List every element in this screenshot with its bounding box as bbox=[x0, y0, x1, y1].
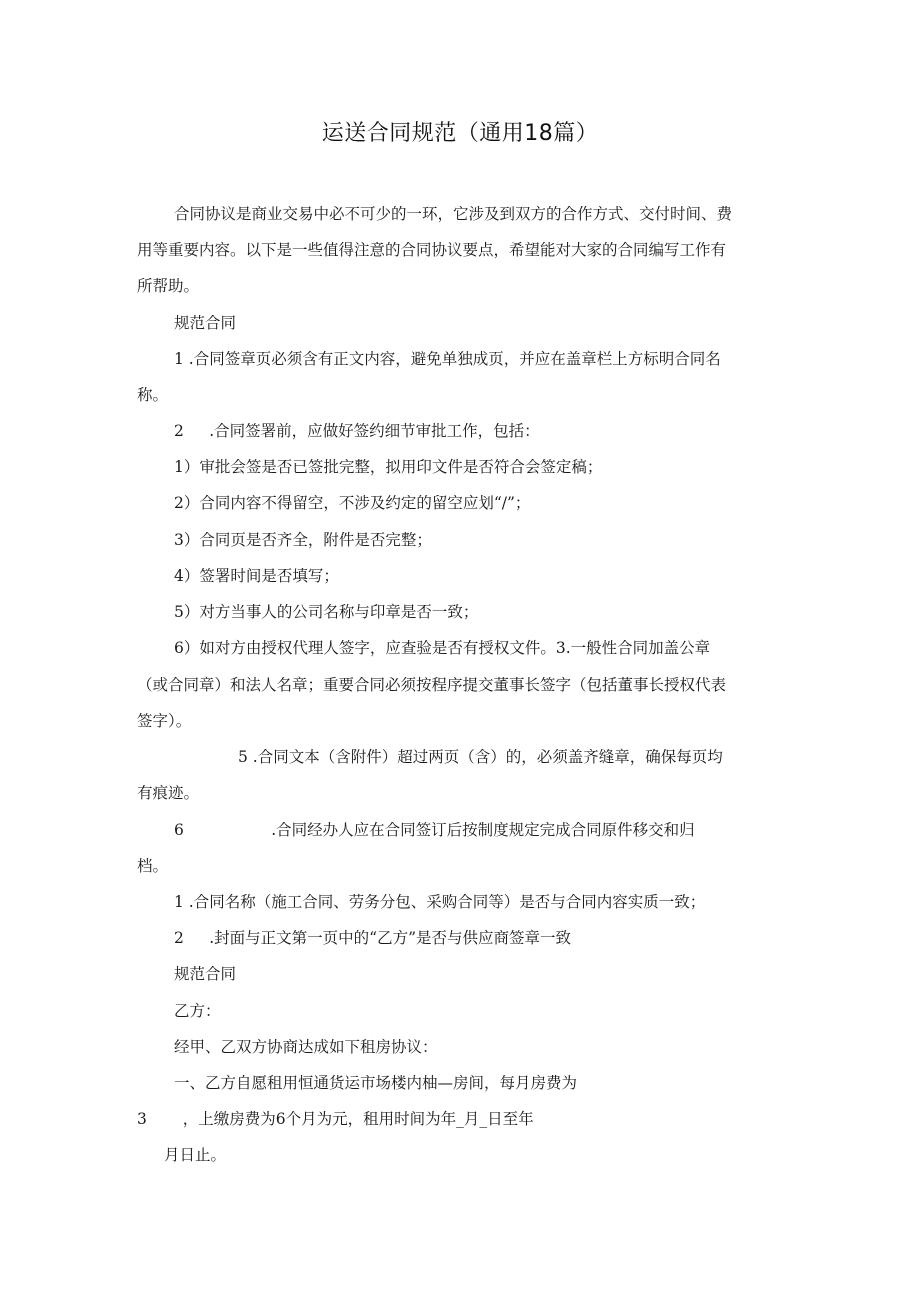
paragraph-line: 用等重要内容。以下是一些值得注意的合同协议要点，希望能对大家的合同编写工作有 bbox=[137, 241, 727, 259]
list-item: 2）合同内容不得留空，不涉及约定的留空应划“/”； bbox=[174, 494, 531, 512]
paragraph-line: 经甲、乙双方协商达成如下租房协议： bbox=[174, 1038, 438, 1056]
paragraph-line: 有痕迹。 bbox=[137, 784, 200, 802]
paragraph-line: 2 .封面与正文第一页中的“乙方”是否与供应商签章一致 bbox=[174, 929, 571, 947]
paragraph-line: 1 .合同名称（施工合同、劳务分包、采购合同等）是否与合同内容实质一致； bbox=[174, 893, 706, 911]
paragraph-line: （或合同章）和法人名章；重要合同必须按程序提交董事长签字（包括董事长授权代表 bbox=[137, 676, 727, 694]
paragraph-line: 5 .合同文本（含附件）超过两页（含）的，必须盖齐缝章，确保每页均 bbox=[238, 748, 723, 766]
list-item: 6）如对方由授权代理人签字，应查验是否有授权文件。3.一般性合同加盖公章 bbox=[174, 639, 711, 657]
paragraph-line: 2 .合同签署前，应做好签约细节审批工作，包括： bbox=[174, 422, 540, 440]
section-heading: 规范合同 bbox=[174, 965, 237, 983]
list-item: 4）签署时间是否填写； bbox=[174, 567, 339, 585]
paragraph-line: 签字）。 bbox=[137, 712, 192, 730]
paragraph-line: 3 ，上缴房费为6个月为元，租用时间为年_月_日至年 bbox=[137, 1110, 534, 1128]
document-title: 运送合同规范（通用18篇） bbox=[321, 121, 599, 146]
section-heading: 规范合同 bbox=[174, 314, 237, 332]
list-item: 3）合同页是否齐全，附件是否完整； bbox=[174, 531, 432, 549]
paragraph-line: 所帮助。 bbox=[137, 277, 200, 295]
paragraph-line: 月日止。 bbox=[164, 1146, 227, 1164]
list-item: 1）审批会签是否已签批完整，拟用印文件是否符合会签定稿； bbox=[174, 458, 603, 476]
paragraph-line: 合同协议是商业交易中必不可少的一环，它涉及到双方的合作方式、交付时间、费 bbox=[174, 205, 733, 223]
paragraph-line: 一、乙方自愿租用恒通货运市场楼内柚—房间，每月房费为 bbox=[174, 1074, 578, 1092]
paragraph-line: 1 .合同签章页必须含有正文内容，避免单独成页，并应在盖章栏上方标明合同名 bbox=[174, 350, 721, 368]
list-item: 5）对方当事人的公司名称与印章是否一致； bbox=[174, 603, 479, 621]
paragraph-line: 档。 bbox=[137, 857, 169, 875]
paragraph-line: 称。 bbox=[137, 386, 169, 404]
paragraph-line: 乙方： bbox=[174, 1002, 221, 1020]
paragraph-line: 6 .合同经办人应在合同签订后按制度规定完成合同原件移交和归 bbox=[174, 821, 695, 839]
